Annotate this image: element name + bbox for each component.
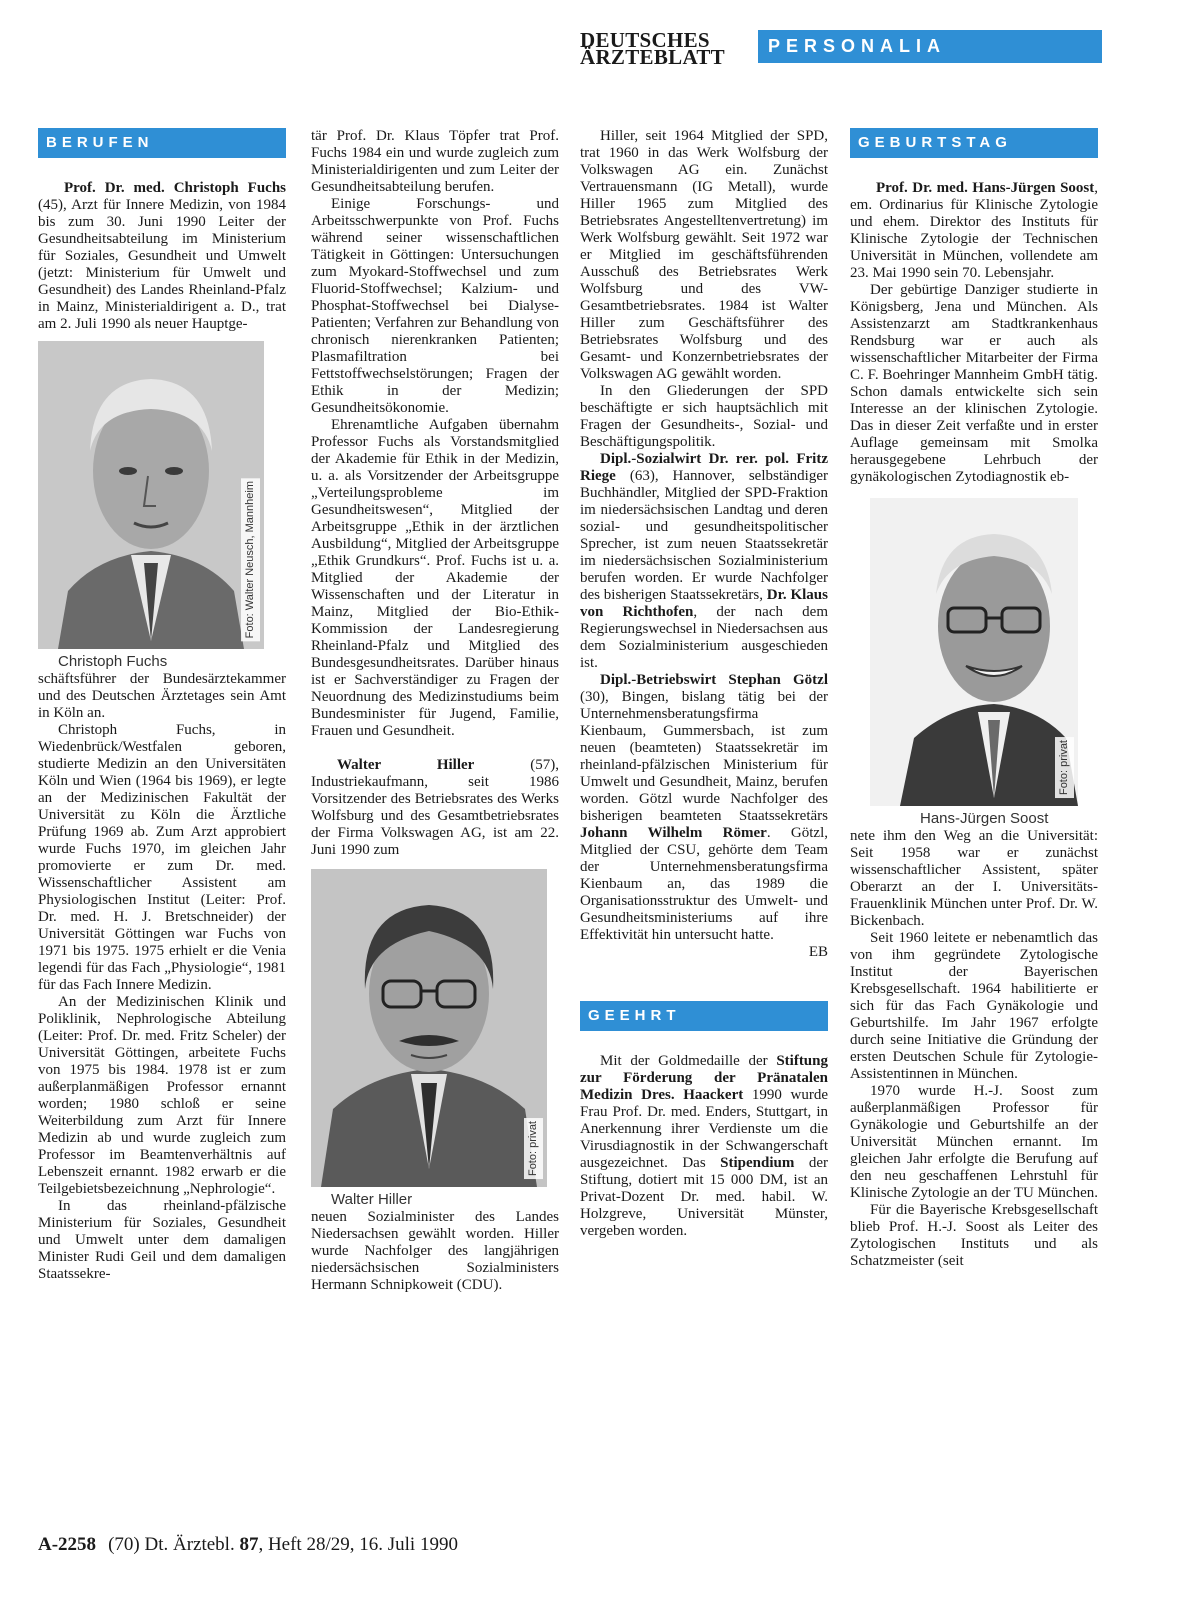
portrait-image bbox=[38, 341, 264, 649]
photo-credit: Foto: Walter Neusch, Mannheim bbox=[241, 478, 260, 641]
paragraph: 1970 wurde H.-J. Soost zum außerplanmäßigen Professor für Gynäkologie und Geburtshilfe an der Universität München ernannt. Im gleichen Jahr erfolgte die Berufung auf den neu geschaffenen Lehrstuhl für Klinische Zytologie an der TU München. bbox=[850, 1083, 1098, 1201]
paragraph: tär Prof. Dr. Klaus Töpfer trat Prof. Fuchs 1984 ein und wurde zugleich zum Ministerialdirigenten und zum Leiter der Gesundheitsabteilung berufen. bbox=[311, 128, 559, 195]
portrait-image bbox=[870, 498, 1078, 806]
article-soost-intro: Prof. Dr. med. Hans-Jürgen Soost, em. Ordinarius für Klinische Zytologie und ehem. Direktor des Instituts für Klinische Zytologie der Technischen Universität in München, vollendete am 23. Mai 1990 sein 70. Lebensjahr. bbox=[850, 180, 1098, 281]
column-2 bbox=[311, 128, 559, 1294]
article-fuchs-intro: Prof. Dr. med. Christoph Fuchs (45), Arzt für Innere Medizin, von 1984 bis zum 30. Juni 1990 Leiter der Gesundheitsabteilung im Ministerium für Soziales, Gesundheit und Umwelt (jetzt: Ministerium für Umwelt und Gesundheit) des Landes Rheinland-Pfalz in Mainz, Ministerialdirigent a. D., trat am 2. Juli 1990 als neuer Hauptge- bbox=[38, 180, 286, 332]
photo-credit: Foto: privat bbox=[524, 1118, 543, 1179]
article-hiller-intro: Walter Hiller (57), Industriekaufmann, seit 1986 Vorsitzender des Betriebsrates des Werks Wolfsburg und des Gesamtbetriebsrates der Firma Volkswagen AG, ist am 22. Juni 1990 zum bbox=[311, 757, 559, 858]
person-name: Prof. Dr. med. Hans-Jürgen Soost bbox=[876, 180, 1095, 196]
column-1 bbox=[38, 128, 286, 1283]
article-riege: Dipl.-Sozialwirt Dr. rer. pol. Fritz Riege (63), Hannover, selbständiger Buchhändler, Mitglied der SPD-Fraktion im niedersächsischen Landtag und deren sozial- und gesundheitspolitischer Sprecher, ist zum neuen Staatssekretär im niedersächsischen Sozialministerium berufen worden. Er wurde Nachfolger des bisherigen Staatssekretärs, Dr. Klaus von Richthofen, der nach dem Regierungswechsel in Niedersachsen aus dem Sozialministerium ausgeschieden ist. bbox=[580, 451, 828, 671]
logo-line-2: ÄRZTEBLATT bbox=[580, 45, 725, 69]
photo-christoph-fuchs bbox=[38, 341, 264, 649]
paragraph: Einige Forschungs- und Arbeitsschwerpunkte von Prof. Fuchs während seiner wissenschaftlichen Tätigkeit in Göttingen: Untersuchungen zum Myokard-Stoffwechsel und zum Fluorid-Stoffwechsel; Kalzium- und Phosphat-Stoffwechsel bei Dialyse-Patienten; Verfahren zur Behandlung von chronisch nierenkranken Patienten; Plasmafiltration bei Fettstoffwechselstörungen; Fragen der Ethik in der Medizin; Gesundheitsökonomie. bbox=[311, 196, 559, 416]
paragraph: Hiller, seit 1964 Mitglied der SPD, trat 1960 in das Werk Wolfsburg der Volkswagen AG ein. Zunächst Vertrauensmann (IG Metall), wurde Hiller 1965 zum Mitglied des Betriebsrates Angestelltenvertretung) im Werk Wolfsburg gewählt. Seit 1972 war er Mitglied im geschäftsführenden Ausschuß des Betriebsrates Werk Wolfsburg und des VW-Gesamtbetriebsrates. 1984 ist Walter Hiller zum Geschäftsführer des Betriebsrates Wolfsburg und des Gesamt- und Konzernbetriebsrates der Volkswagen AG gewählt worden. bbox=[580, 128, 828, 382]
paragraph: In das rheinland-pfälzische Ministerium für Soziales, Gesundheit und Umwelt unter dem damaligen Minister Rudi Geil und dem damaligen Staatssekre- bbox=[38, 1198, 286, 1282]
paragraph: Seit 1960 leitete er nebenamtlich das von ihm gegründete Zytologische Institut der Bayerischen Krebsgesellschaft. 1964 habilitierte er sich für das Fach Gynäkologie und Geburtshilfe. Im Jahr 1967 erfolgte durch seine Initiative die Gründung der ersten Deutschen Schule für Zytologie-Assistentinnen in München. bbox=[850, 930, 1098, 1082]
logo-line-1: DEUTSCHES bbox=[580, 28, 710, 52]
portrait-image bbox=[311, 869, 547, 1187]
footer-citation: (70) Dt. Ärztebl. bbox=[108, 1534, 240, 1555]
article-enders: Mit der Goldmedaille der Stiftung zur Förderung der Pränatalen Medizin Dres. Haackert 1990 wurde Frau Prof. Dr. med. Enders, Stuttgart, in Anerkennung ihrer Verdienste um die Virusdiagnostik in der Schwangerschaft ausgezeichnet. Das Stipendium der Stiftung, dotiert mit 15 000 DM, ist an Privat-Dozent Dr. med. habil. W. Holzgreve, Universität Münster, vergeben worden. bbox=[580, 1053, 828, 1239]
photo-walter-hiller bbox=[311, 869, 547, 1187]
paragraph: neuen Sozialminister des Landes Niedersachsen gewählt worden. Hiller wurde Nachfolger des langjährigen niedersächsischen Sozialministers Hermann Schnipkoweit (CDU). bbox=[311, 1209, 559, 1293]
person-name: Walter Hiller bbox=[337, 757, 475, 773]
section-heading-berufen: BERUFEN bbox=[38, 128, 286, 158]
paragraph: In den Gliederungen der SPD beschäftigte er sich hauptsächlich mit Fragen der Gesundheits-, Sozial- und Beschäftigungspolitik. bbox=[580, 383, 828, 450]
footer-issue: , Heft 28/29, 16. Juli 1990 bbox=[258, 1534, 458, 1555]
person-name: Johann Wilhelm Römer bbox=[580, 825, 767, 841]
journal-logo bbox=[580, 28, 755, 69]
paragraph: Christoph Fuchs, in Wiedenbrück/Westfalen geboren, studierte Medizin an den Universitäten Köln und Wien (1964 bis 1969), er legte an der Medizinischen Fakultät der Universität zu Köln die Ärztliche Prüfung 1969 ab. Zum Arzt approbiert wurde Fuchs 1970, im gleichen Jahr promovierte er zum Dr. med. Wissenschaftlicher Assistent am Physiologischen Institut (Leiter: Prof. Dr. med. H. J. Bretschneider) der Universität Göttingen war Fuchs von 1971 bis 1975. 1975 erhielt er die Venia legendi für das Fach „Physiologie“, 1981 für das Fach Innere Medizin. bbox=[38, 722, 286, 993]
paragraph: Der gebürtige Danziger studierte in Königsberg, Jena und München. Als Assistenzarzt am Stadtkrankenhaus Rendsburg war er auch als wissenschaftlicher Mitarbeiter der Firma C. F. Boehringer Mannheim GmbH tätig. Schon damals entwickelte sich sein Interesse an der klinischen Zytologie. Das in dieser Zeit verfaßte und in erster Auflage gemeinsam mit Smolka herausgegebene Lehrbuch der gynäkologischen Zytodiagnostik eb- bbox=[850, 282, 1098, 485]
page-id: A-2258 bbox=[38, 1534, 97, 1555]
photo-caption: Hans-Jürgen Soost bbox=[920, 810, 1049, 827]
photo-caption: Walter Hiller bbox=[331, 1191, 413, 1208]
photo-credit: Foto: privat bbox=[1055, 737, 1074, 798]
column-3 bbox=[580, 128, 828, 1240]
person-name: Dipl.-Betriebswirt Stephan Götzl bbox=[600, 672, 828, 688]
column-4 bbox=[850, 128, 1098, 1270]
person-name: Dr. Klaus von Richthofen bbox=[580, 587, 828, 620]
paragraph: An der Medizinischen Klinik und Poliklinik, Nephrologische Abteilung (Leiter: Prof. Dr. med. Fritz Scheler) der Universität Göttingen, arbeitete Fuchs von 1975 bis 1984. 1978 ist er zum außerplanmäßigen Professor ernannt worden; 1980 schloß er seine Weiterbildung zum Arzt für Innere Medizin ab und wurde zugleich zum Professor im Beamtenverhältnis auf Lebenszeit ernannt. 1982 erwarb er die Teilgebietsbezeichnung „Nephrologie“. bbox=[38, 994, 286, 1197]
photo-caption: Christoph Fuchs bbox=[58, 653, 168, 670]
section-banner: PERSONALIA bbox=[758, 30, 1102, 63]
section-heading-geehrt: GEEHRT bbox=[580, 1001, 828, 1031]
person-name: Prof. Dr. med. Christoph Fuchs bbox=[64, 180, 286, 196]
footer-volume: 87 bbox=[239, 1534, 259, 1555]
article-goetzl: Dipl.-Betriebswirt Stephan Götzl (30), Bingen, bislang tätig bei der Unternehmensberatungsfirma Kienbaum, Gummersbach, ist zum neuen (beamteten) Staatssekretär im rheinland-pfälzischen Ministerium für Umwelt und Gesundheit, Mainz, berufen worden. Götzl wurde Nachfolger des bisherigen beamteten Staatssekretärs Johann Wilhelm Römer. Götzl, Mitglied der CSU, gehörte dem Team der Unternehmensberatungsfirma Kienbaum an, das 1989 die Organisationsstruktur des Umwelt- und Gesundheitsministeriums auf ihre Effektivität hin untersucht hatte. bbox=[580, 672, 828, 943]
paragraph: nete ihm den Weg an die Universität: Seit 1958 war er zunächst wissenschaftlicher Assistent, später Oberarzt an der I. Universitäts-Frauenklinik München unter Prof. Dr. W. Bickenbach. bbox=[850, 828, 1098, 929]
paragraph: Ehrenamtliche Aufgaben übernahm Professor Fuchs als Vorstandsmitglied der Akademie für Ethik in der Medizin, u. a. als Vorsitzender der Arbeitsgruppe „Verteilungsprobleme im Gesundheitswesen“, Mitglied der Arbeitsgruppe „Ethik in der ärztlichen Ausbildung“, Mitglied der Arbeitsgruppe „Ethik Grundkurs“. Prof. Fuchs ist u. a. Mitglied der Akademie der Wissenschaften und der Literatur in Mainz, Mitglied der Bio-Ethik-Kommission der Landesregierung Rheinland-Pfalz und Mitglied des Bundesgesundheitsrates. Darüber hinaus ist er Sachverständiger zu Fragen der Neuordnung des Medizinstudiums beim Bundesminister für Jugend, Familie, Frauen und Gesundheit. bbox=[311, 417, 559, 739]
author-sign: EB bbox=[808, 944, 828, 960]
photo-hans-juergen-soost bbox=[870, 498, 1078, 806]
person-name: Dipl.-Sozialwirt Dr. rer. pol. Fritz Riege bbox=[580, 451, 828, 484]
section-heading-geburtstag: GEBURTSTAG bbox=[850, 128, 1098, 158]
paragraph: schäftsführer der Bundesärztekammer und des Deutschen Ärztetages sein Amt in Köln an. bbox=[38, 671, 286, 721]
page-footer bbox=[38, 1534, 458, 1556]
paragraph: Für die Bayerische Krebsgesellschaft blieb Prof. H.-J. Soost als Leiter des Zytologischen Instituts und als Schatzmeister (seit bbox=[850, 1202, 1098, 1269]
